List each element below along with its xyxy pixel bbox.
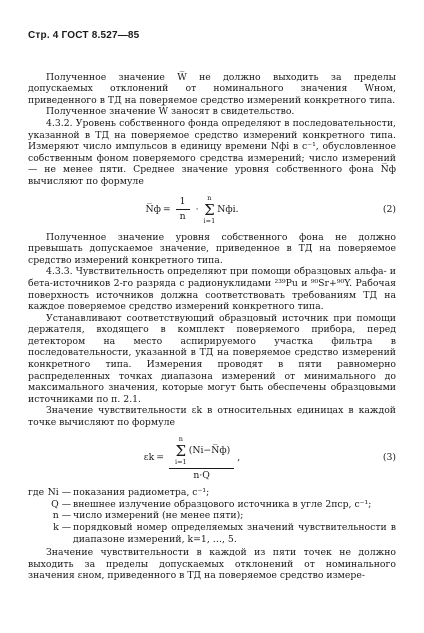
paragraph-record-w: Полученное значение W̅ заносят в свидетельство. (46, 106, 295, 118)
formula-3-body (28, 435, 356, 482)
legend-row (28, 522, 396, 545)
formula-2-term: Nфi. (217, 203, 239, 215)
legend-text: внешнее излучение образцового источника в угле 2πср, с⁻¹; (73, 498, 372, 510)
legend-symbol: n — (52, 510, 71, 522)
formula-2 (28, 194, 396, 226)
formula-3-eq: = (156, 452, 165, 464)
formula-2-frac-num: 1 (176, 196, 190, 210)
formula-3-fraction (169, 435, 234, 482)
formula-3-number: (3) (382, 452, 396, 464)
formula-2-fraction (176, 196, 190, 222)
legend-symbol: k — (53, 522, 71, 533)
formula-2-dot: · (195, 203, 199, 215)
legend-text: число измерений (не менее пяти); (73, 510, 244, 522)
formula-3 (28, 435, 396, 482)
formula-3-sum-top: n (178, 434, 183, 443)
legend-row (28, 510, 396, 522)
paragraph-background-limit: Полученное значение уровня собственного фона не должно превышать допускаемое значение, приведенное в ТД на поверяемое средство измерений конкретного типа. (28, 231, 396, 266)
formula-2-sum-bottom: i=1 (203, 216, 216, 225)
formula-2-sum-top: n (207, 193, 212, 202)
paragraph-background-level: 4.3.2. Уровень собственного фонда определяют в последовательности, указанной в ТД на поверяемое средство измерений конкретного типа. Измеряют число импульсов в единицу времени Nфi в с⁻¹, обусловленное собственным фоном поверяемого средства измерений; число измерений — не менее пяти. Среднее значение уровня собственного фона N̅ф вычисляют по формуле (28, 117, 396, 187)
paragraph-sensitivity: 4.3.3. Чувствительность определяют при помощи образцовых альфа- и бета-источников 2-го разряда с радионуклидами ²³⁹Pu и ⁹⁰Sr+⁹⁰Y. Рабочая поверхность источников должна соответствовать требованиям ТД на каждое поверяемое средство измерений конкретного типа. (28, 266, 396, 313)
legend-text: порядковый номер определяемых значений чувствительности в диапазоне измерений, k=1, …, 5. (73, 522, 396, 545)
formula-3-lhs: εk (143, 452, 155, 464)
legend-symbol: Q — (51, 498, 71, 510)
formula-3-sum-bottom: i=1 (175, 457, 187, 466)
legend-text: показания радиометра, с⁻¹; (73, 487, 210, 499)
formula-2-sum (204, 194, 216, 226)
legend-row (28, 487, 396, 499)
formula-3-sum (175, 435, 187, 467)
legend-where: где (28, 487, 45, 499)
paragraph-source-setup: Устанавливают соответствующий образцовый источник при помощи держателя, входящего в комплект поверяемого прибора, перед детектором на место аспирируемого участка фильтра в последовательности, указанной в ТД на поверяемое средство измерений конкретного типа. Измерения проводят в пяти равномерно распределенных точках диапазона измерений от минимального до максимального значения, которые могут быть обеспечены образцовыми источниками по п. 2.1. (28, 312, 396, 405)
paragraph-result-w: Полученное значение W̅ не должно выходить за пределы допускаемых отклонений от номинального значения Wном, приведенного в ТД на поверяемое средство измерений конкретного типа. (28, 71, 396, 106)
formula-3-sigma: Σ (175, 441, 187, 460)
formula-3-num-term: (Ni−N̅ф) (188, 444, 231, 456)
formula-2-number: (2) (382, 203, 396, 215)
formula-2-eq: = (162, 203, 171, 215)
formula-2-sigma: Σ (204, 200, 215, 219)
formula-2-lhs: N̅ф (145, 203, 161, 215)
paragraph-sensitivity-formula-intro: Значение чувствительности εk в относительных единицах в каждой точке вычисляют по формуле (28, 405, 396, 429)
formula-3-numerator (169, 435, 234, 469)
legend-symbol: Ni — (47, 487, 71, 499)
page-header: Стр. 4 ГОСТ 8.527—85 (28, 30, 140, 41)
formula-legend (28, 487, 396, 545)
legend-row (28, 499, 396, 511)
formula-2-frac-den: n (179, 211, 186, 223)
formula-2-body (28, 194, 356, 226)
formula-3-denominator: n·Q (193, 469, 210, 481)
formula-3-comma: , (237, 452, 241, 464)
paragraph-sensitivity-limit: Значение чувствительности в каждой из пяти точек не должно выходить за пределы допускаемых отклонений от номинального значения εном, приведенного в ТД на поверяемое средство измере- (28, 547, 396, 582)
